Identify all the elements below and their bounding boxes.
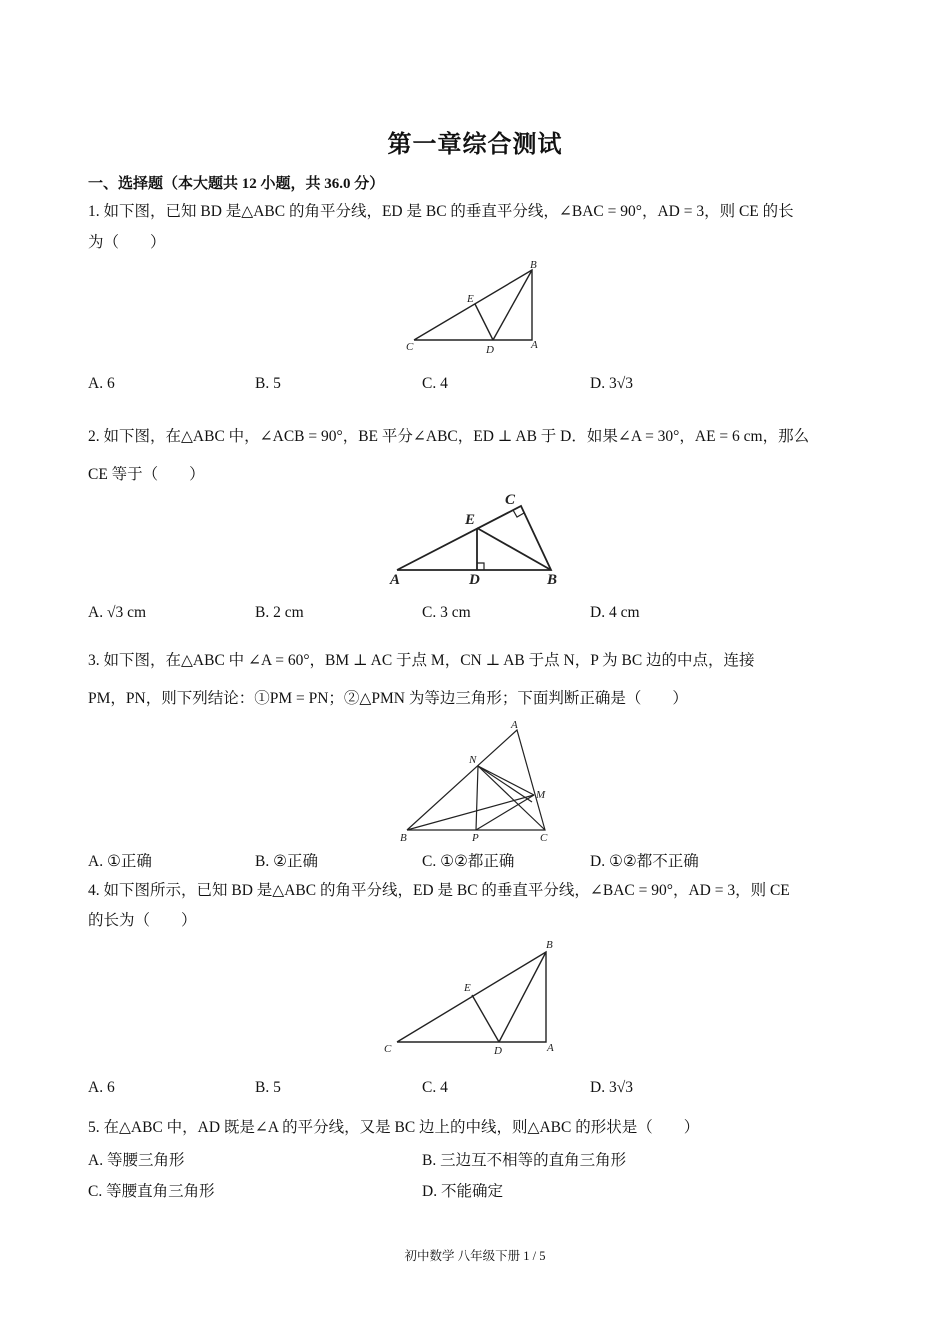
question-3-stem [88, 642, 868, 718]
question-1-option-d: D. 3√3 [590, 375, 633, 392]
question-5-option-c: C. 等腰直角三角形 [88, 1183, 215, 1200]
question-3-figure [395, 716, 560, 846]
question-1-stem [88, 196, 868, 258]
question-5-option-a: A. 等腰三角形 [88, 1152, 185, 1169]
question-2-figure [385, 488, 565, 588]
q1-label-a: A [531, 339, 538, 351]
question-4-option-a: A. 6 [88, 1079, 115, 1096]
question-5-option-d: D. 不能确定 [422, 1183, 503, 1200]
q3-label-m: M [536, 789, 546, 801]
q2-label-d: D [469, 572, 480, 588]
question-1-line-1: 1. 如下图，已知 BD 是△ABC 的角平分线，ED 是 BC 的垂直平分线，∠BAC = 90°，AD = 3，则 CE 的长 [88, 203, 794, 220]
question-5-option-b: B. 三边互不相等的直角三角形 [422, 1152, 627, 1169]
q2-label-e: E [465, 512, 476, 528]
question-2-option-c: C. 3 cm [422, 604, 471, 621]
q2-label-a: A [390, 572, 401, 588]
q4-label-e: E [464, 982, 471, 994]
q3-label-c: C [540, 832, 548, 844]
q1-label-d: D [486, 344, 494, 356]
question-5-line-1: 5. 在△ABC 中，AD 既是∠A 的平分线，又是 BC 边上的中线，则△ABC 的形状是（ ） [88, 1119, 700, 1136]
question-3-line-1: 3. 如下图，在△ABC 中 ∠A = 60°，BM ⊥ AC 于点 M，CN ⊥ AB 于点 N，P 为 BC 边的中点，连接 [88, 652, 755, 669]
q4-label-d: D [494, 1045, 502, 1057]
question-2-option-a: A. √3 cm [88, 604, 147, 621]
q3-label-b: B [400, 832, 407, 844]
q2-label-c: C [505, 492, 516, 508]
q4-label-a: A [547, 1042, 554, 1054]
question-2-stem [88, 418, 868, 494]
page-title: 第一章综合测试 [387, 132, 563, 158]
q1-label-e: E [467, 293, 474, 305]
question-4-option-d: D. 3√3 [590, 1079, 633, 1096]
q3-label-p: P [472, 832, 479, 844]
question-3-option-c: C. ①②都正确 [422, 853, 515, 870]
q2-label-b: B [547, 572, 558, 588]
q1-label-c: C [406, 341, 414, 353]
question-3-option-a: A. ①正确 [88, 853, 152, 870]
q1-label-b: B [530, 259, 537, 271]
question-2-line-1: 2. 如下图，在△ABC 中，∠ACB = 90°，BE 平分∠ABC，ED ⊥ AB 于 D．如果∠A = 30°，AE = 6 cm，那么 [88, 428, 810, 445]
question-4-stem [88, 876, 868, 936]
question-2-line-2: CE 等于（ ） [88, 466, 205, 483]
question-4-option-b: B. 5 [255, 1079, 281, 1096]
q3-label-a: A [511, 719, 518, 731]
question-5-stem [88, 1112, 868, 1143]
question-3-option-b: B. ②正确 [255, 853, 318, 870]
question-2-option-d: D. 4 cm [590, 604, 640, 621]
q4-label-c: C [384, 1043, 392, 1055]
question-4-line-2: 的长为（ ） [88, 912, 197, 929]
q3-label-n: N [469, 754, 477, 766]
question-4-option-c: C. 4 [422, 1079, 448, 1096]
question-1-line-2: 为（ ） [88, 234, 166, 251]
question-3-option-d: D. ①②都不正确 [590, 853, 699, 870]
question-2-option-b: B. 2 cm [255, 604, 304, 621]
question-1-figure [400, 256, 550, 356]
question-3-line-2: PM，PN，则下列结论：①PM = PN；②△PMN 为等边三角形；下面判断正确是（ ） [88, 690, 688, 707]
question-4-line-1: 4. 如下图所示，已知 BD 是△ABC 的角平分线，ED 是 BC 的垂直平分线，∠BAC = 90°，AD = 3，则 CE [88, 882, 790, 899]
page-footer: 初中数学 八年级下册 1 / 5 [404, 1249, 546, 1263]
section-heading: 一、选择题（本大题共 12 小题，共 36.0 分） [88, 176, 385, 192]
question-1-option-c: C. 4 [422, 375, 448, 392]
question-1-option-a: A. 6 [88, 375, 115, 392]
question-4-figure [375, 932, 570, 1060]
q4-label-b: B [546, 939, 553, 951]
question-1-option-b: B. 5 [255, 375, 281, 392]
